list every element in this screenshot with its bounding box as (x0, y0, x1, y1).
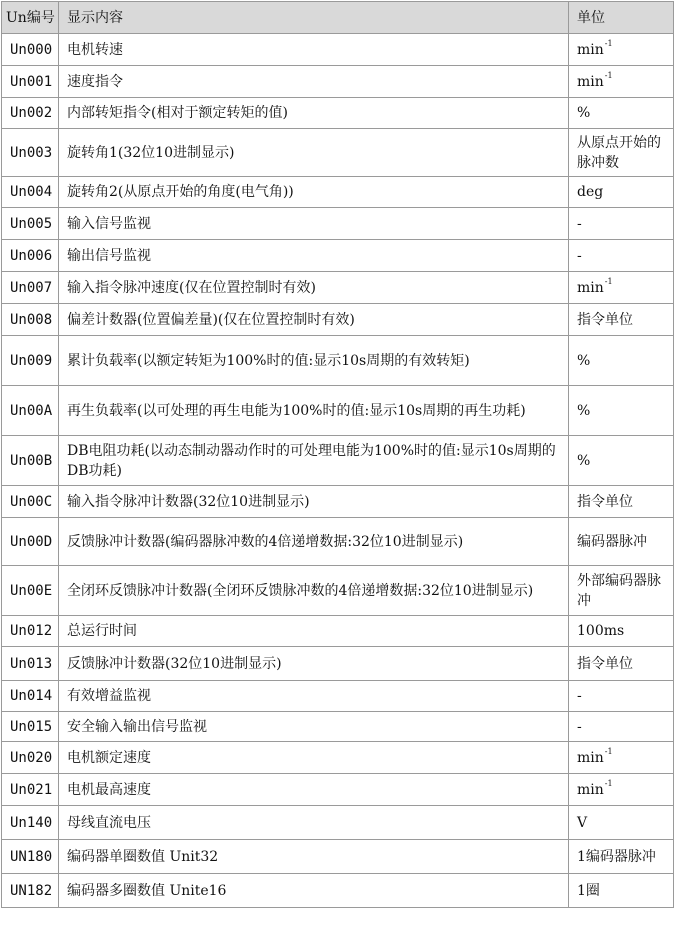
unit-exponent: -1 (604, 276, 613, 286)
table-row (2, 177, 674, 208)
row-content: 偏差计数器(位置偏差量)(仅在位置控制时有效) (59, 304, 569, 336)
row-content: 电机额定速度 (59, 742, 569, 774)
header-unit: 单位 (569, 2, 674, 34)
table-row (2, 566, 674, 616)
row-code: Un002 (2, 98, 59, 129)
row-code: Un009 (2, 336, 59, 386)
row-code: Un00C (2, 486, 59, 518)
table-row (2, 840, 674, 874)
table-row (2, 272, 674, 304)
row-unit: - (569, 240, 674, 272)
row-code: Un004 (2, 177, 59, 208)
row-code: Un00A (2, 386, 59, 436)
row-code: Un012 (2, 616, 59, 647)
row-content: 安全输入输出信号监视 (59, 712, 569, 742)
table-row (2, 208, 674, 240)
row-unit: 从原点开始的脉冲数 (569, 129, 674, 177)
table-row (2, 616, 674, 647)
row-code: Un005 (2, 208, 59, 240)
unit-text: min (577, 781, 604, 798)
row-content: 有效增益监视 (59, 681, 569, 712)
row-code: Un007 (2, 272, 59, 304)
row-content: 反馈脉冲计数器(编码器脉冲数的4倍递增数据:32位10进制显示) (59, 518, 569, 566)
row-content: 累计负载率(以额定转矩为100%时的值:显示10s周期的有效转矩) (59, 336, 569, 386)
row-content: 编码器多圈数值 Unite16 (59, 874, 569, 908)
row-unit: % (569, 436, 674, 486)
row-content: 反馈脉冲计数器(32位10进制显示) (59, 647, 569, 681)
row-unit: - (569, 712, 674, 742)
unit-exponent: -1 (604, 746, 613, 756)
table-row (2, 98, 674, 129)
row-code: Un006 (2, 240, 59, 272)
row-content: 母线直流电压 (59, 806, 569, 840)
row-unit: 编码器脉冲 (569, 518, 674, 566)
row-unit: - (569, 681, 674, 712)
unit-text: min (577, 279, 604, 296)
row-unit: 100ms (569, 616, 674, 647)
row-unit: 指令单位 (569, 486, 674, 518)
table-row (2, 304, 674, 336)
table-row (2, 66, 674, 98)
header-content: 显示内容 (59, 2, 569, 34)
table-row (2, 436, 674, 486)
row-unit: 指令单位 (569, 647, 674, 681)
row-code: Un015 (2, 712, 59, 742)
row-code: Un00B (2, 436, 59, 486)
row-code: Un021 (2, 774, 59, 806)
row-unit (569, 34, 674, 66)
row-code: Un003 (2, 129, 59, 177)
table-row (2, 874, 674, 908)
row-content: 旋转角1(32位10进制显示) (59, 129, 569, 177)
table-row (2, 386, 674, 436)
row-content: 电机最高速度 (59, 774, 569, 806)
table-row (2, 240, 674, 272)
unit-text: min (577, 73, 604, 90)
row-unit: % (569, 386, 674, 436)
monitor-table (1, 1, 674, 908)
row-content: 总运行时间 (59, 616, 569, 647)
row-content: 输入指令脉冲速度(仅在位置控制时有效) (59, 272, 569, 304)
row-code: Un013 (2, 647, 59, 681)
row-unit: 指令单位 (569, 304, 674, 336)
table-row (2, 129, 674, 177)
row-unit (569, 272, 674, 304)
row-content: 输出信号监视 (59, 240, 569, 272)
table-row (2, 712, 674, 742)
row-content: 电机转速 (59, 34, 569, 66)
table-row (2, 774, 674, 806)
row-unit (569, 66, 674, 98)
row-unit: deg (569, 177, 674, 208)
row-content: 速度指令 (59, 66, 569, 98)
table-row (2, 806, 674, 840)
row-content: 全闭环反馈脉冲计数器(全闭环反馈脉冲数的4倍递增数据:32位10进制显示) (59, 566, 569, 616)
row-code: Un00D (2, 518, 59, 566)
table-row (2, 681, 674, 712)
table-row (2, 34, 674, 66)
row-code: Un020 (2, 742, 59, 774)
row-code: Un014 (2, 681, 59, 712)
row-content: 输入信号监视 (59, 208, 569, 240)
table-row (2, 647, 674, 681)
row-code: Un000 (2, 34, 59, 66)
row-content: 旋转角2(从原点开始的角度(电气角)) (59, 177, 569, 208)
table-row (2, 518, 674, 566)
table-row (2, 486, 674, 518)
row-code: Un00E (2, 566, 59, 616)
row-content: 内部转矩指令(相对于额定转矩的值) (59, 98, 569, 129)
table-header-row (2, 2, 674, 34)
unit-text: min (577, 41, 604, 58)
row-content: 输入指令脉冲计数器(32位10进制显示) (59, 486, 569, 518)
row-code: Un140 (2, 806, 59, 840)
row-unit: % (569, 98, 674, 129)
row-unit: V (569, 806, 674, 840)
header-code: Un编号 (2, 2, 59, 34)
row-content: 再生负载率(以可处理的再生电能为100%时的值:显示10s周期的再生功耗) (59, 386, 569, 436)
row-unit: 1编码器脉冲 (569, 840, 674, 874)
unit-text: min (577, 749, 604, 766)
row-unit (569, 742, 674, 774)
row-unit: % (569, 336, 674, 386)
row-unit (569, 774, 674, 806)
row-unit: 外部编码器脉冲 (569, 566, 674, 616)
row-unit: 1圈 (569, 874, 674, 908)
table-row (2, 336, 674, 386)
row-code: Un008 (2, 304, 59, 336)
row-unit: - (569, 208, 674, 240)
unit-exponent: -1 (604, 70, 613, 80)
row-code: UN182 (2, 874, 59, 908)
row-content: 编码器单圈数值 Unit32 (59, 840, 569, 874)
row-code: Un001 (2, 66, 59, 98)
row-content: DB电阻功耗(以动态制动器动作时的可处理电能为100%时的值:显示10s周期的DB功耗) (59, 436, 569, 486)
table-row (2, 742, 674, 774)
unit-exponent: -1 (604, 38, 613, 48)
unit-exponent: -1 (604, 778, 613, 788)
row-code: UN180 (2, 840, 59, 874)
